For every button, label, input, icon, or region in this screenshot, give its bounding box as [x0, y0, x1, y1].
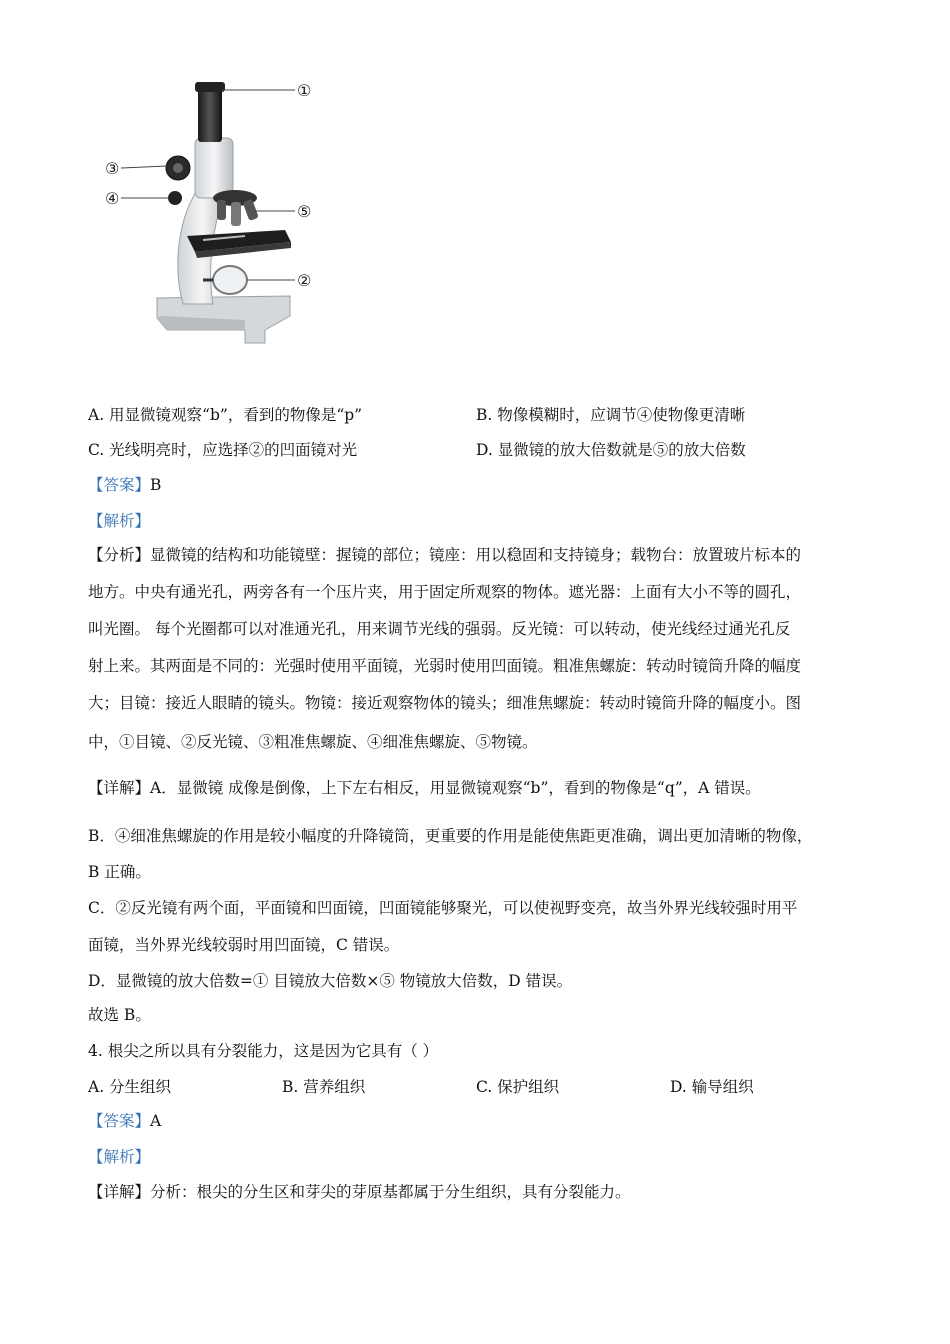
q4-answer [88, 1110, 161, 1132]
answer-value: B [150, 476, 162, 494]
q3-fenxi-line-2: 地方。中央有通光孔，两旁各有一个压片夹，用于固定所观察的物体。遮光器：上面有大小不等的圆孔， [88, 583, 802, 601]
q3-detail-b-line-1: B．④细准焦螺旋的作用是较小幅度的升降镜筒，更重要的作用是能使焦距更准确，调出更加清晰的物像， [88, 827, 813, 845]
q3-analysis-tag: 【解析】 [88, 512, 151, 530]
q3-detail-a [88, 777, 761, 799]
q4-option-a: A. 分生组织 [88, 1078, 172, 1096]
fenxi-text: 显微镜的结构和功能镜壁：握镜的部位；镜座：用以稳固和支持镜身；载物台：放置玻片标本的 [150, 546, 802, 564]
q3-detail-c-line-2: 面镜，当外界光线较弱时用凹面镜，C 错误。 [88, 936, 400, 954]
label-5: ⑤ [297, 202, 312, 221]
label-2: ② [297, 271, 312, 290]
objective-1 [217, 200, 226, 220]
mirror [213, 266, 247, 294]
fine-focus-knob [168, 191, 182, 205]
q3-answer [88, 474, 161, 496]
q3-option-d: D. 显微镜的放大倍数就是⑤的放大倍数 [476, 441, 746, 459]
label-4: ④ [105, 189, 120, 208]
q4-analysis-tag: 【解析】 [88, 1148, 151, 1166]
detail-text: 分析：根尖的分生区和芽尖的芽原基都属于分生组织，具有分裂能力。 [150, 1183, 631, 1201]
q3-fenxi-line-3: 叫光圈。 每个光圈都可以对准通光孔，用来调节光线的强弱。反光镜：可以转动，使光线经过通光孔反 [88, 620, 791, 638]
q3-fenxi-line-1 [88, 544, 801, 566]
eyepiece [198, 86, 222, 142]
microscope-figure [95, 68, 335, 358]
fenxi-tag: 【分析】 [88, 546, 151, 564]
objective-2 [231, 202, 241, 226]
microscope-body [195, 138, 233, 198]
q3-detail-d: D．显微镜的放大倍数=① 目镜放大倍数×⑤ 物镜放大倍数，D 错误。 [88, 972, 573, 990]
q3-detail-c-line-1: C．②反光镜有两个面，平面镜和凹面镜，凹面镜能够聚光，可以使视野变亮，故当外界光线较强时用平 [88, 899, 798, 917]
q3-conclusion: 故选 B。 [88, 1006, 151, 1024]
q3-detail-b-line-2: B 正确。 [88, 863, 151, 881]
q4-option-b: B. 营养组织 [282, 1078, 366, 1096]
answer-value: A [150, 1112, 162, 1130]
answer-tag: 【答案】 [88, 1112, 151, 1130]
q3-fenxi-line-5: 大；目镜：接近人眼睛的镜头。物镜：接近观察物体的镜头；细准焦螺旋：转动时镜筒升降的幅度小。图 [88, 694, 802, 712]
label-3: ③ [105, 159, 120, 178]
q3-fenxi-line-6: 中，①目镜、②反光镜、③粗准焦螺旋、④细准焦螺旋、⑤物镜。 [88, 733, 538, 751]
objective-3 [243, 199, 259, 221]
q3-option-c: C. 光线明亮时，应选择②的凹面镜对光 [88, 441, 358, 459]
q4-option-d: D. 输导组织 [670, 1078, 754, 1096]
label-1: ① [297, 81, 312, 100]
q3-fenxi-line-4: 射上来。其两面是不同的：光强时使用平面镜，光弱时使用凹面镜。粗准焦螺旋：转动时镜筒升降的幅度 [88, 657, 802, 675]
q4-stem: 4. 根尖之所以具有分裂能力，这是因为它具有（ ） [88, 1042, 439, 1060]
detail-tag: 【详解】 [88, 779, 151, 797]
detail-a-text: A．显微镜 成像是倒像，上下左右相反，用显微镜观察“b”，看到的物像是“q”，A 错误。 [150, 779, 761, 797]
answer-tag: 【答案】 [88, 476, 151, 494]
q3-option-b: B. 物像模糊时，应调节④使物像更清晰 [476, 406, 746, 424]
q4-detail [88, 1181, 631, 1203]
q4-option-c: C. 保护组织 [476, 1078, 560, 1096]
q3-option-a: A. 用显微镜观察“b”，看到的物像是“p” [88, 406, 363, 424]
detail-tag: 【详解】 [88, 1183, 151, 1201]
